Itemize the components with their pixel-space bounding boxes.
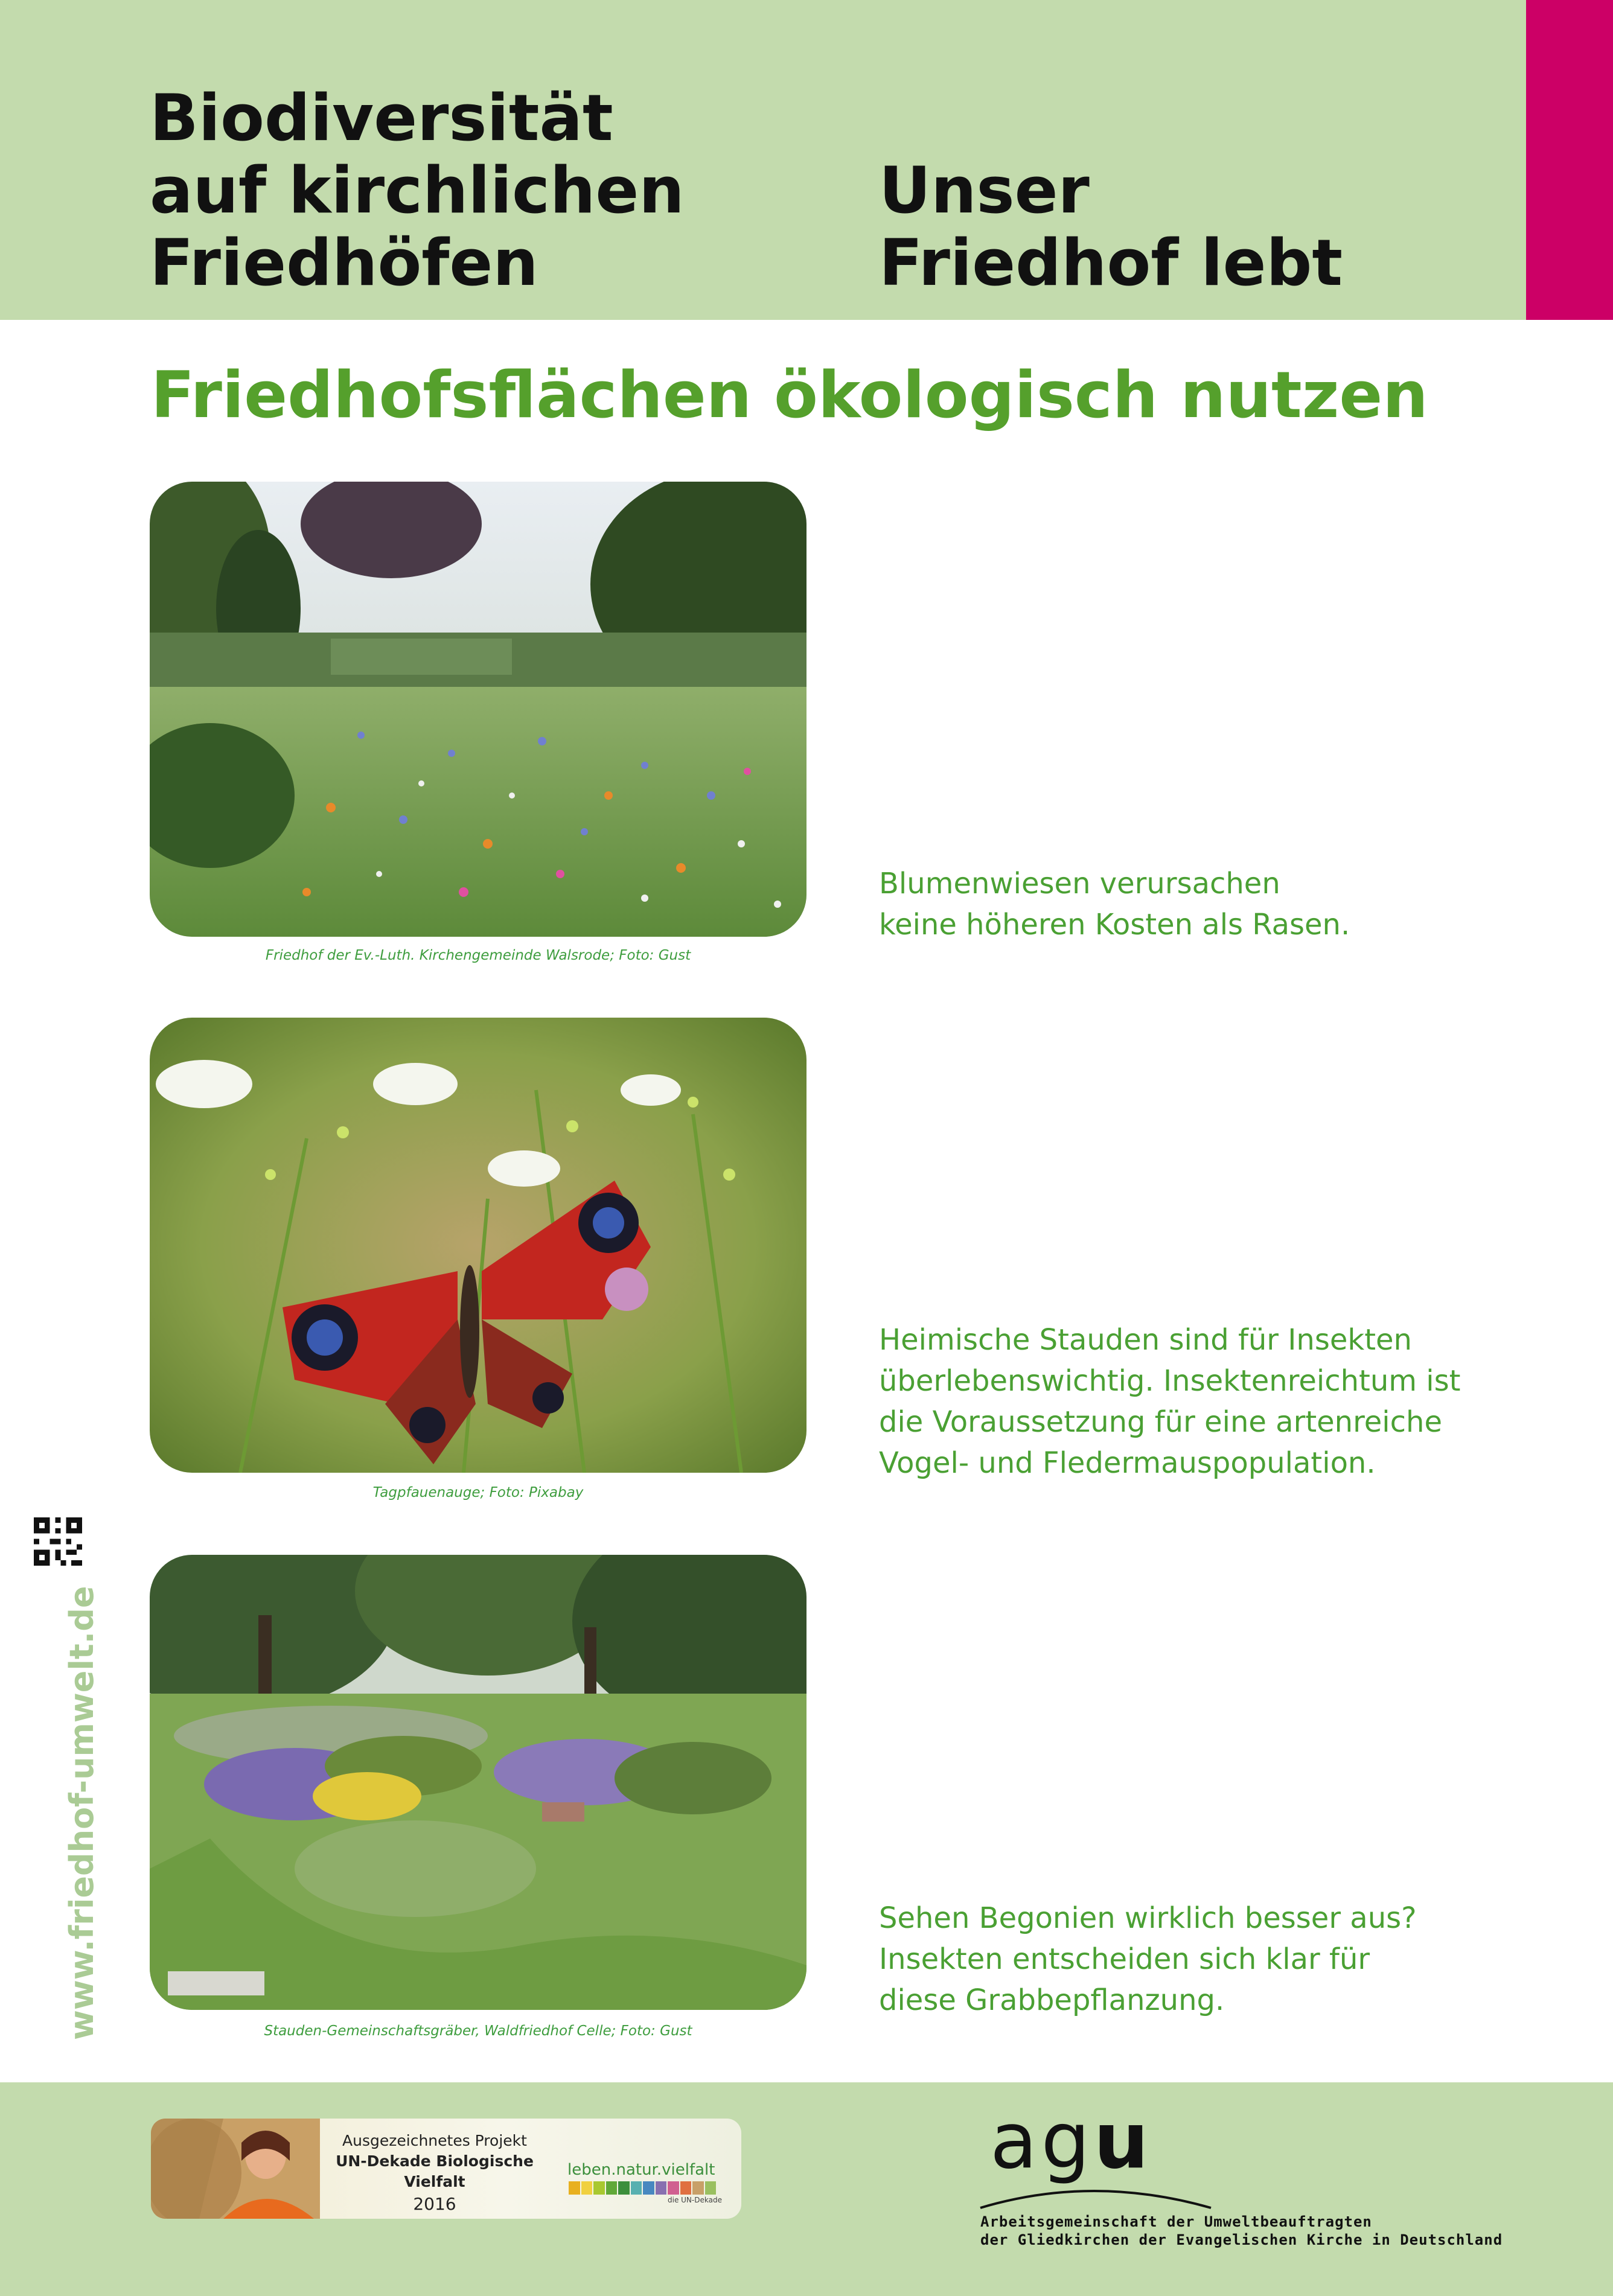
agu-logo-letter-u: u [1093, 2096, 1152, 2186]
agu-desc-line: der Gliedkirchen der Evangelischen Kirche in Deutschland [980, 2231, 1503, 2248]
award-line: UN-Dekade Biologische Vielfalt [336, 2152, 534, 2190]
agu-desc-line: Arbeitsgemeinschaft der Umweltbeauftragten [980, 2213, 1372, 2230]
text-line: die Voraussetzung für eine artenreiche [879, 1405, 1442, 1439]
butterfly-photo [150, 1018, 806, 1473]
motto-title-line: Unser [879, 153, 1090, 228]
section-text [879, 1319, 1519, 1484]
agu-arc-icon [978, 2180, 1213, 2210]
text-line: Insekten entscheiden sich klar für [879, 1942, 1370, 1976]
flower-meadow-photo [150, 482, 806, 937]
motto-title-line: Friedhof lebt [879, 226, 1343, 300]
photo-caption: Tagpfauenauge; Foto: Pixabay [372, 1485, 584, 1500]
text-line: Heimische Stauden sind für Insekten [879, 1323, 1412, 1357]
text-line: keine höheren Kosten als Rasen. [879, 908, 1350, 942]
text-line: diese Grabbepflanzung. [879, 1983, 1225, 2017]
text-line: Sehen Begonien wirklich besser aus? [879, 1901, 1417, 1935]
main-title [150, 82, 685, 299]
agu-description [980, 2213, 1503, 2249]
un-decade-logo-bars-icon [569, 2181, 716, 2195]
graves-icon [150, 1555, 806, 2010]
website-url-link[interactable]: www.friedhof-umwelt.de [63, 1586, 101, 2040]
un-decade-logo-sub: die UN-Dekade [668, 2196, 722, 2204]
agu-logo-letters: ag [990, 2096, 1094, 2186]
motto-title [879, 155, 1343, 299]
butterfly-icon [150, 1018, 806, 1473]
section-text [879, 863, 1519, 945]
flower-meadow-icon [150, 482, 806, 937]
main-title-line: auf kirchlichen [150, 153, 685, 228]
award-badge [151, 2119, 741, 2219]
un-decade-logo-text: leben.natur.vielfalt [567, 2161, 715, 2179]
photo-caption: Stauden-Gemeinschaftsgräber, Waldfriedhof Celle; Foto: Gust [264, 2023, 692, 2039]
award-text [326, 2131, 543, 2216]
text-line: Blumenwiesen verursachen [879, 867, 1280, 901]
award-line: Ausgezeichnetes Projekt [342, 2132, 527, 2149]
accent-strip [1526, 0, 1613, 320]
photo-caption: Friedhof der Ev.-Luth. Kirchengemeinde Walsrode; Foto: Gust [265, 948, 691, 963]
award-year: 2016 [413, 2194, 456, 2214]
award-photo-icon [151, 2119, 320, 2219]
text-line: überlebenswichtig. Insektenreichtum ist [879, 1364, 1461, 1398]
graves-photo [150, 1555, 806, 2010]
page-subtitle: Friedhofsflächen ökologisch nutzen [151, 358, 1428, 432]
text-line: Vogel- und Fledermauspopulation. [879, 1446, 1376, 1480]
qr-code-icon[interactable] [34, 1517, 82, 1566]
main-title-line: Friedhöfen [150, 226, 538, 300]
section-text [879, 1898, 1519, 2021]
agu-logo [990, 2096, 1152, 2186]
main-title-line: Biodiversität [150, 81, 613, 155]
